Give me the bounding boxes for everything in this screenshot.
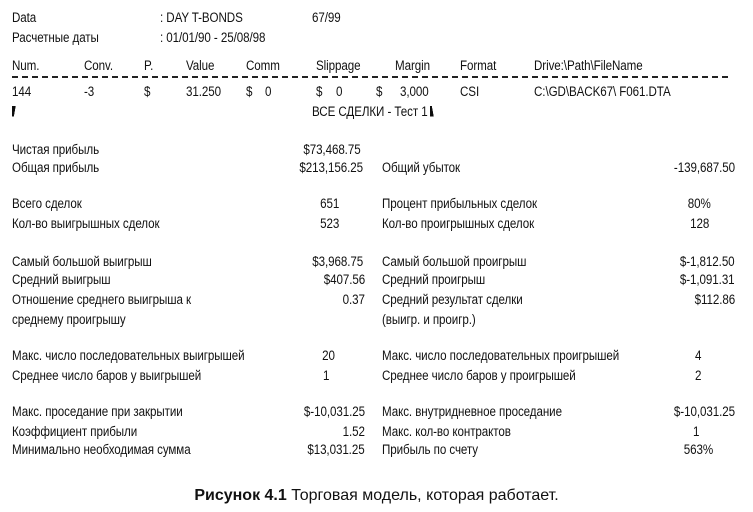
net-profit-value: $73,468.75 xyxy=(303,142,361,157)
row-conv: -3 xyxy=(84,84,95,99)
avg-trade-label-line1: Средний результат сделки xyxy=(382,292,523,307)
ratio-label-line1: Отношение среднего выигрыша к xyxy=(12,292,191,307)
winning-trades-value: 523 xyxy=(319,216,339,231)
col-value: Value xyxy=(186,58,215,73)
gross-profit-label: Общая прибыль xyxy=(12,160,100,175)
banner-hatch-right xyxy=(430,104,728,120)
min-account-label: Минимально необходимая сумма xyxy=(12,442,191,457)
col-comm: Comm xyxy=(246,58,280,73)
data-label: Data xyxy=(12,10,37,25)
losing-trades-value: 128 xyxy=(689,216,709,231)
avg-loss-value: $-1,091.31 xyxy=(680,272,735,287)
total-trades-value: 651 xyxy=(319,196,339,211)
avg-bars-loss-label: Среднее число баров у проигрышей xyxy=(382,368,576,383)
largest-loss-value: $-1,812.50 xyxy=(680,254,735,269)
col-conv: Conv. xyxy=(84,58,114,73)
profit-factor-value: 1.52 xyxy=(342,424,365,439)
gross-loss-value: -139,687.50 xyxy=(673,160,735,175)
row-comm: 0 xyxy=(265,84,272,99)
max-consec-loss-label: Макс. число последовательных проигрышей xyxy=(382,348,620,363)
max-dd-intraday-value: $-10,031.25 xyxy=(673,404,735,419)
banner-hatch-left xyxy=(12,104,310,120)
avg-bars-loss-value: 2 xyxy=(694,368,701,383)
largest-win-label: Самый большой выигрыш xyxy=(12,254,152,269)
pct-profitable-value: 80% xyxy=(688,196,711,211)
losing-trades-label: Кол-во проигрышных сделок xyxy=(382,216,535,231)
row-p-currency: $ xyxy=(144,84,151,99)
dashed-divider xyxy=(12,76,728,78)
figure-number: Рисунок 4.1 xyxy=(194,487,287,504)
figure-caption-text: Торговая модель, которая работает. xyxy=(291,487,559,504)
min-account-value: $13,031.25 xyxy=(307,442,365,457)
row-slippage: 0 xyxy=(336,84,343,99)
banner-title: ВСЕ СДЕЛКИ - Тест 1 xyxy=(312,104,428,119)
col-path: Drive:\Path\FileName xyxy=(534,58,643,73)
max-dd-close-label: Макс. проседание при закрытии xyxy=(12,404,183,419)
gross-profit-value: $213,156.25 xyxy=(299,160,363,175)
col-slippage: Slippage xyxy=(316,58,361,73)
net-profit-label: Чистая прибыль xyxy=(12,142,100,157)
row-value: 31.250 xyxy=(186,84,222,99)
avg-win-value: $407.56 xyxy=(323,272,365,287)
row-num: 144 xyxy=(12,84,32,99)
max-dd-intraday-label: Макс. внутридневное проседание xyxy=(382,404,562,419)
row-format: CSI xyxy=(460,84,480,99)
pct-profitable-label: Процент прибыльных сделок xyxy=(382,196,537,211)
max-consec-win-value: 20 xyxy=(322,348,335,363)
largest-win-value: $3,968.75 xyxy=(312,254,363,269)
profit-factor-label: Коэффициент прибыли xyxy=(12,424,138,439)
return-value: 563% xyxy=(683,442,713,457)
col-num: Num. xyxy=(12,58,40,73)
avg-trade-label-line2: (выигр. и проигр.) xyxy=(382,312,476,327)
dates-value: : 01/01/90 - 25/08/98 xyxy=(160,30,266,45)
return-label: Прибыль по счету xyxy=(382,442,478,457)
ratio-value: 0.37 xyxy=(342,292,365,307)
row-slippage-currency: $ xyxy=(316,84,323,99)
largest-loss-label: Самый большой проигрыш xyxy=(382,254,527,269)
dates-label: Расчетные даты xyxy=(12,30,99,45)
max-contracts-label: Макс. кол-во контрактов xyxy=(382,424,511,439)
avg-loss-label: Средний проигрыш xyxy=(382,272,486,287)
row-margin: 3,000 xyxy=(400,84,429,99)
total-trades-label: Всего сделок xyxy=(12,196,82,211)
row-comm-currency: $ xyxy=(246,84,253,99)
row-margin-currency: $ xyxy=(376,84,383,99)
col-p: P. xyxy=(144,58,154,73)
figure-caption xyxy=(0,486,753,506)
max-contracts-value: 1 xyxy=(692,424,699,439)
data-code: 67/99 xyxy=(312,10,341,25)
max-consec-loss-value: 4 xyxy=(694,348,701,363)
max-consec-win-label: Макс. число последовательных выигрышей xyxy=(12,348,245,363)
ratio-label-line2: среднему проигрышу xyxy=(12,312,126,327)
row-path: C:\GD\BACK67\ F061.DTA xyxy=(534,84,671,99)
data-value: : DAY T-BONDS xyxy=(160,10,243,25)
avg-win-label: Средний выигрыш xyxy=(12,272,111,287)
avg-bars-win-value: 1 xyxy=(322,368,329,383)
gross-loss-label: Общий убыток xyxy=(382,160,461,175)
winning-trades-label: Кол-во выигрышных сделок xyxy=(12,216,160,231)
avg-bars-win-label: Среднее число баров у выигрышей xyxy=(12,368,202,383)
avg-trade-value: $112.86 xyxy=(694,292,735,307)
col-margin: Margin xyxy=(395,58,430,73)
max-dd-close-value: $-10,031.25 xyxy=(303,404,365,419)
col-format: Format xyxy=(460,58,497,73)
